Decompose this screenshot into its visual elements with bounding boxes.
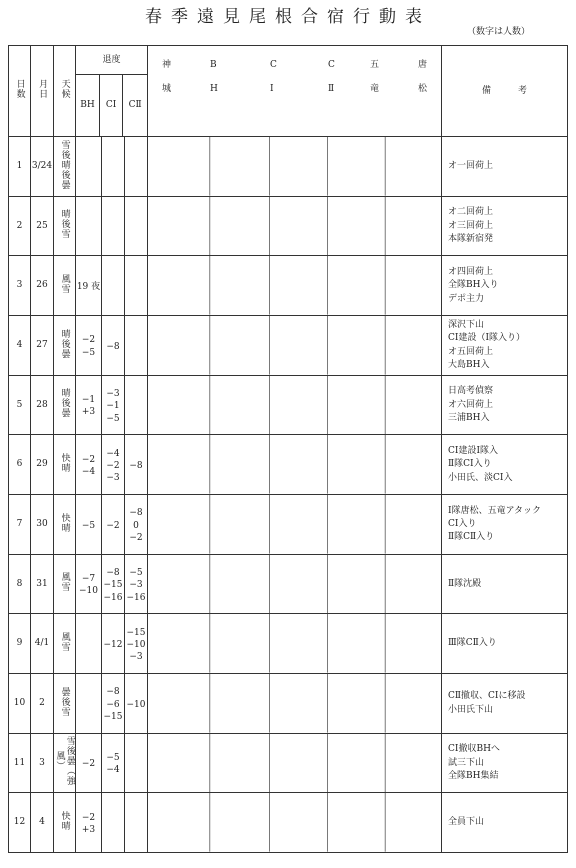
date-cell: 28	[31, 375, 54, 435]
snow-value: −8	[106, 567, 120, 578]
remark-line: CⅠ建設Ⅰ隊入	[448, 446, 499, 457]
date-cell: 29	[31, 435, 54, 495]
route-lines	[148, 734, 441, 793]
snow-value: −10	[126, 699, 146, 710]
remark-line: CⅠ撤収BHへ	[448, 744, 500, 755]
table-row	[9, 494, 568, 554]
date-cell: 3/24	[31, 137, 54, 197]
remark-line: Ⅱ隊CⅡ入り	[448, 532, 495, 543]
day-number-cell: 5	[9, 375, 31, 435]
remark-line: Ⅲ隊CⅡ入り	[448, 638, 497, 649]
weather-cell: 雪後曇（強風）	[54, 733, 76, 793]
snow-value: −10	[126, 639, 146, 650]
snow-value: −15	[103, 580, 123, 591]
remarks-cell	[442, 315, 568, 375]
remark-line: 大島BH入	[448, 360, 490, 371]
snow-depth-cell	[125, 196, 148, 256]
date-cell: 4	[31, 793, 54, 853]
snow-value: −2	[81, 335, 96, 346]
snow-depth-cell	[76, 673, 102, 733]
day-number-cell: 10	[9, 673, 31, 733]
snow-depth-cell	[76, 256, 102, 316]
snow-depth-cell	[102, 614, 125, 674]
snow-depth-cell	[102, 256, 125, 316]
snow-value: −1	[81, 395, 96, 406]
remarks-cell	[442, 494, 568, 554]
route-lines	[148, 316, 441, 375]
remark-line: オ六回荷上	[448, 399, 494, 410]
snow-value: −15	[103, 711, 123, 722]
snow-value: −6	[106, 699, 120, 710]
snow-depth-cell	[125, 375, 148, 435]
snow-value: −5	[106, 753, 120, 764]
header-snow	[76, 46, 148, 137]
day-number-cell: 1	[9, 137, 31, 197]
remarks-cell	[442, 733, 568, 793]
day-number-cell: 6	[9, 435, 31, 495]
weather-cell: 晴後雪	[54, 196, 76, 256]
snow-depth-cell	[125, 733, 148, 793]
remark-line: 試三下山	[448, 757, 485, 768]
remarks-cell	[442, 614, 568, 674]
snow-value: +3	[81, 407, 96, 418]
table-row	[9, 137, 568, 197]
day-number-cell: 12	[9, 793, 31, 853]
snow-value: −3	[106, 473, 120, 484]
snow-value: −8	[106, 687, 120, 698]
remark-line: 深沢下山	[448, 320, 485, 331]
snow-value: −12	[103, 639, 123, 650]
table-row	[9, 793, 568, 853]
remark-line: CⅠ入り	[448, 519, 477, 530]
snow-depth-cell	[125, 793, 148, 853]
route-lines	[148, 197, 441, 256]
weather-cell: 快晴	[54, 435, 76, 495]
remarks-cell	[442, 673, 568, 733]
remark-line: オ三回荷上	[448, 220, 494, 231]
remarks-cell	[442, 196, 568, 256]
snow-depth-cell	[125, 614, 148, 674]
weather-cell: 曇後雪	[54, 673, 76, 733]
date-cell: 3	[31, 733, 54, 793]
snow-depth-cell	[102, 435, 125, 495]
route-cell	[148, 435, 442, 495]
header-snow-c1: CⅠ	[99, 75, 122, 137]
snow-depth-cell	[76, 614, 102, 674]
table-row	[9, 375, 568, 435]
date-cell: 31	[31, 554, 54, 614]
snow-depth-cell	[102, 196, 125, 256]
route-lines	[148, 435, 441, 494]
snow-value: −3	[129, 652, 143, 663]
route-lines	[148, 256, 441, 315]
snow-depth-cell	[76, 196, 102, 256]
date-cell: 26	[31, 256, 54, 316]
snow-value: −4	[81, 467, 96, 478]
date-cell: 27	[31, 315, 54, 375]
header-snow-title: 退度	[76, 46, 147, 75]
route-lines	[148, 495, 441, 554]
day-number-cell: 11	[9, 733, 31, 793]
snow-value: −5	[129, 567, 143, 578]
snow-value: −15	[126, 627, 146, 638]
remarks-cell	[442, 137, 568, 197]
header-date: 月日	[31, 46, 54, 137]
remarks-cell	[442, 435, 568, 495]
day-number-cell: 2	[9, 196, 31, 256]
day-number-cell: 3	[9, 256, 31, 316]
date-cell: 4/1	[31, 614, 54, 674]
snow-depth-cell	[102, 733, 125, 793]
snow-value: −5	[81, 520, 96, 531]
route-cell	[148, 315, 442, 375]
table-row	[9, 256, 568, 316]
remark-line: オ四回荷上	[448, 267, 494, 278]
snow-depth-cell	[76, 137, 102, 197]
snow-depth-cell	[102, 315, 125, 375]
snow-value: −8	[129, 460, 143, 471]
snow-value: −2	[106, 460, 120, 471]
table-row	[9, 315, 568, 375]
snow-value: −2	[106, 520, 120, 531]
table-row	[9, 733, 568, 793]
route-cell	[148, 733, 442, 793]
route-lines	[148, 555, 441, 614]
snow-depth-cell	[76, 435, 102, 495]
snow-value: −2	[81, 759, 96, 770]
snow-value: −8	[106, 341, 120, 352]
snow-value: −5	[106, 413, 120, 424]
remarks-cell	[442, 375, 568, 435]
snow-value: −8	[129, 508, 143, 519]
header-snow-bh: BH	[80, 100, 95, 111]
weather-cell: 晴後曇	[54, 315, 76, 375]
header-snow-c2: CⅡ	[123, 75, 147, 137]
route-cell	[148, 673, 442, 733]
snow-depth-cell	[102, 793, 125, 853]
page-title: 春季遠見尾根合宿行動表	[145, 7, 431, 27]
snow-depth-cell	[76, 733, 102, 793]
snow-value: −16	[103, 592, 123, 603]
remark-line: 本隊新宿発	[448, 234, 494, 245]
snow-depth-cell	[102, 554, 125, 614]
weather-cell: 晴後曇	[54, 375, 76, 435]
remarks-cell	[442, 793, 568, 853]
date-cell: 2	[31, 673, 54, 733]
weather-cell: 風雪	[54, 554, 76, 614]
weather-cell: 快晴	[54, 494, 76, 554]
header-route: 神 B C C 五 唐 城 H Ⅰ Ⅱ 竜 松	[148, 46, 442, 137]
snow-value: 19 夜	[76, 281, 101, 292]
weather-cell: 風雪	[54, 256, 76, 316]
weather-cell: 風雪	[54, 614, 76, 674]
snow-depth-cell	[102, 494, 125, 554]
route-cell	[148, 375, 442, 435]
remark-line: 全隊BH集結	[448, 771, 499, 782]
remark-line: オ五回荷上	[448, 346, 494, 357]
snow-value: −2	[129, 532, 143, 543]
snow-depth-cell	[76, 375, 102, 435]
header-day-num: 日数	[9, 46, 31, 137]
remarks-cell	[442, 256, 568, 316]
weather-cell: 快晴	[54, 793, 76, 853]
remark-line: オ一回荷上	[448, 161, 494, 172]
remark-line: 全員下山	[448, 817, 485, 828]
route-lines	[148, 614, 441, 673]
snow-depth-cell	[102, 673, 125, 733]
snow-depth-cell	[76, 793, 102, 853]
action-table	[8, 45, 568, 853]
header-row	[9, 46, 568, 137]
day-number-cell: 8	[9, 554, 31, 614]
snow-depth-cell	[125, 137, 148, 197]
route-lines	[148, 137, 441, 196]
snow-value: −7	[81, 574, 96, 585]
route-cell	[148, 554, 442, 614]
remark-line: Ⅰ隊唐松、五竜アタック	[448, 505, 541, 516]
remark-line: Ⅱ隊CⅠ入り	[448, 459, 492, 470]
snow-value: −10	[79, 586, 98, 597]
header-weather: 天候	[54, 46, 76, 137]
snow-value: −1	[106, 401, 120, 412]
route-cell	[148, 196, 442, 256]
route-cell	[148, 494, 442, 554]
remark-line: 日高考偵察	[448, 386, 494, 397]
date-cell: 30	[31, 494, 54, 554]
snow-value: −16	[126, 592, 146, 603]
snow-value: −4	[106, 765, 120, 776]
header-remarks: 備 考	[442, 46, 568, 137]
route-cell	[148, 793, 442, 853]
table-row	[9, 196, 568, 256]
remark-line: CⅡ撤収、CⅠに移設	[448, 691, 526, 702]
snow-depth-cell	[125, 554, 148, 614]
snow-depth-cell	[76, 315, 102, 375]
remark-line: CⅠ建設（Ⅰ隊入り）	[448, 333, 526, 344]
table-row	[9, 614, 568, 674]
day-number-cell: 9	[9, 614, 31, 674]
snow-value: −4	[106, 448, 120, 459]
snow-value: −5	[81, 347, 96, 358]
snow-value: +3	[81, 825, 96, 836]
table-row	[9, 673, 568, 733]
snow-depth-cell	[102, 137, 125, 197]
route-cell	[148, 614, 442, 674]
snow-depth-cell	[76, 554, 102, 614]
snow-depth-cell	[102, 375, 125, 435]
snow-depth-cell	[125, 315, 148, 375]
snow-value: −2	[81, 454, 96, 465]
snow-depth-cell	[125, 673, 148, 733]
day-number-cell: 4	[9, 315, 31, 375]
remark-line: 小田氏、淡CⅠ入	[448, 472, 513, 483]
snow-value: −3	[129, 580, 143, 591]
snow-depth-cell	[125, 435, 148, 495]
snow-depth-cell	[125, 494, 148, 554]
route-cell	[148, 256, 442, 316]
remark-line: Ⅱ隊沈殿	[448, 578, 482, 589]
route-lines	[148, 376, 441, 435]
snow-depth-cell	[76, 494, 102, 554]
snow-value: 0	[133, 520, 139, 531]
snow-value: −3	[106, 388, 120, 399]
remark-line: 小田氏下山	[448, 704, 494, 715]
route-lines	[148, 674, 441, 733]
route-cell	[148, 137, 442, 197]
table-row	[9, 554, 568, 614]
remarks-cell	[442, 554, 568, 614]
remark-line: オ二回荷上	[448, 207, 494, 218]
snow-depth-cell	[125, 256, 148, 316]
remark-line: デポ主力	[448, 293, 485, 304]
snow-value: −2	[81, 812, 96, 823]
weather-cell: 雪後晴後曇	[54, 137, 76, 197]
remark-line: 三浦BH入	[448, 413, 490, 424]
number-note: （数字は人数）	[466, 27, 530, 37]
route-lines	[148, 793, 441, 852]
day-number-cell: 7	[9, 494, 31, 554]
date-cell: 25	[31, 196, 54, 256]
remark-line: 全隊BH入り	[448, 280, 499, 291]
table-row	[9, 435, 568, 495]
